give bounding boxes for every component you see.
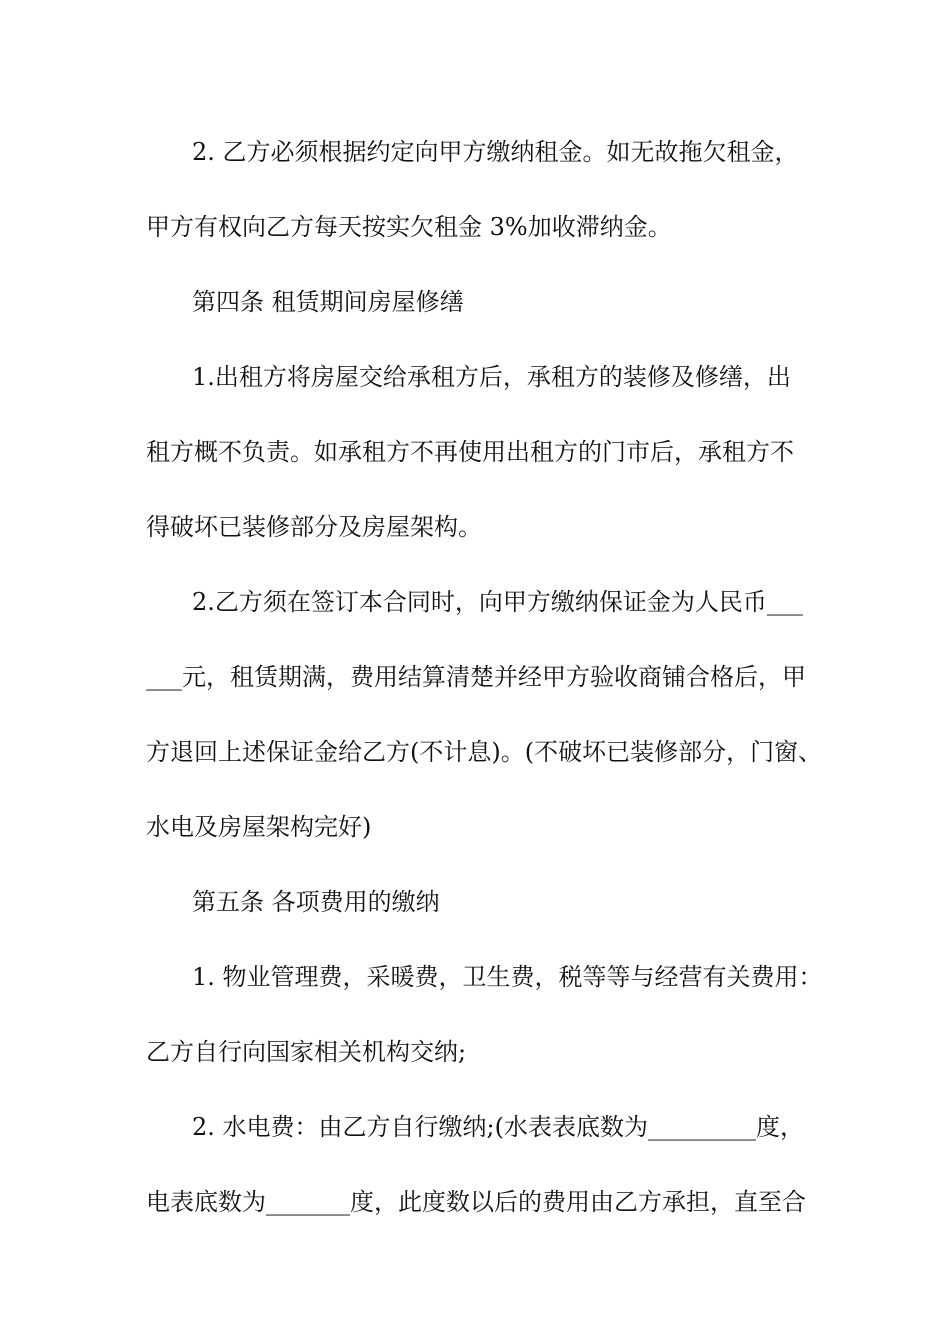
paragraph-line: 2. 乙方必须根据约定向甲方缴纳租金。如无故拖欠租金， bbox=[192, 138, 799, 166]
paragraph-line: 甲方有权向乙方每天按实欠租金 3%加收滞纳金。 bbox=[146, 213, 672, 241]
section-heading: 第四条 租赁期间房屋修缮 bbox=[192, 288, 464, 316]
section-heading: 第五条 各项费用的缴纳 bbox=[192, 888, 440, 916]
paragraph-line: 2.乙方须在签订本合同时，向甲方缴纳保证金为人民币___ bbox=[192, 588, 803, 616]
paragraph-line: 2. 水电费：由乙方自行缴纳;(水表表底数为_________度， bbox=[192, 1113, 804, 1141]
paragraph-line: 租方概不负责。如承租方不再使用出租方的门市后，承租方不 bbox=[146, 438, 794, 466]
paragraph-line: 水电及房屋架构完好) bbox=[146, 813, 372, 841]
paragraph-line: 方退回上述保证金给乙方(不计息)。(不破坏已装修部分，门窗、 bbox=[146, 738, 823, 766]
paragraph-line: 得破坏已装修部分及房屋架构。 bbox=[146, 513, 482, 541]
paragraph-line: 电表底数为_______度，此度数以后的费用由乙方承担，直至合 bbox=[146, 1188, 806, 1216]
paragraph-line: 1.出租方将房屋交给承租方后，承租方的装修及修缮，出 bbox=[192, 363, 791, 391]
paragraph-line: 1. 物业管理费，采暖费，卫生费，税等等与经营有关费用： bbox=[192, 963, 823, 991]
paragraph-line: 乙方自行向国家相关机构交纳; bbox=[146, 1038, 467, 1066]
paragraph-line: ___元，租赁期满，费用结算清楚并经甲方验收商铺合格后，甲 bbox=[146, 663, 806, 691]
